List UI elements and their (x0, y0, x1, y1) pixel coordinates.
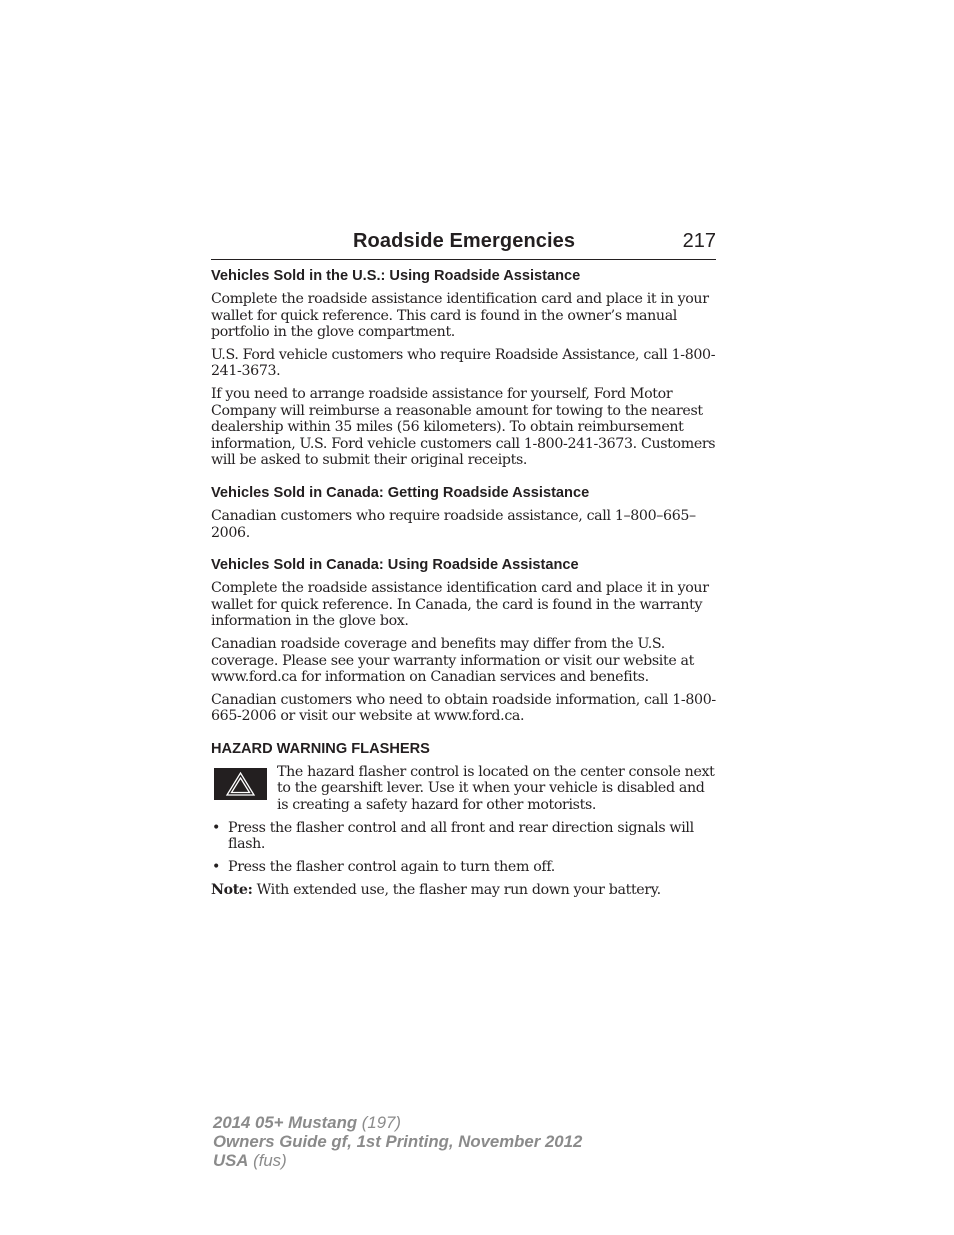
heading-canada-getting-roadside: Vehicles Sold in Canada: Getting Roadside Assistance (211, 484, 590, 501)
footer-model: 2014 05+ Mustang (213, 1113, 358, 1132)
footer-market-code: (fus) (248, 1151, 287, 1170)
paragraph: Canadian customers who require roadside assistance, call 1–800–665–2006. (211, 507, 696, 541)
paragraph: Complete the roadside assistance identification card and place it in your wallet for quick reference. In Canada, the card is found in the warranty information in the glove box. (211, 580, 709, 630)
footer-line-market (213, 1151, 582, 1170)
paragraph: If you need to arrange roadside assistance for yourself, Ford Motor Company will reimburse a reasonable amount for towing to the nearest dealership within 35 miles (56 kilometers). To obtain reimbursement information, U.S. Ford vehicle customers call 1-800-241-3673. Customers will be asked to submit their original receipts. (211, 385, 716, 469)
footer-line-guide (213, 1132, 582, 1151)
page-header (211, 228, 716, 260)
footer-market: USA (213, 1151, 249, 1170)
paragraph: Canadian customers who need to obtain roadside information, call 1-800-665-2006 or visit our website at www.ford.ca. (211, 691, 716, 725)
heading-canada-using-roadside: Vehicles Sold in Canada: Using Roadside Assistance (211, 557, 579, 574)
note-paragraph (211, 882, 716, 899)
paragraph: U.S. Ford vehicle customers who require Roadside Assistance, call 1-800-241-3673. (211, 346, 716, 380)
footer-guide: Owners Guide gf, 1st Printing, November 2012 (213, 1132, 583, 1151)
list-item (211, 859, 716, 876)
list-item (211, 820, 716, 853)
list-item-text: Press the flasher control and all front and rear direction signals will flash. (228, 819, 694, 853)
footer-line-model (213, 1113, 582, 1132)
heading-us-using-roadside: Vehicles Sold in the U.S.: Using Roadside Assistance (211, 268, 581, 284)
paragraph: Complete the roadside assistance identification card and place it in your wallet for quick reference. This card is found in the owner’s manual portfolio in the glove compartment. (211, 291, 709, 341)
heading-hazard-warning-flashers: HAZARD WARNING FLASHERS (211, 740, 430, 757)
bullet-symbol: • (212, 819, 221, 836)
hazard-intro-text: The hazard flasher control is located on the center console next to the gearshift lever. Use it when your vehicle is disabled and is creating a safety hazard for other motorists. (277, 763, 715, 814)
hazard-intro-block (211, 764, 716, 814)
hazard-bullet-list (211, 820, 716, 876)
page-footer (213, 1113, 582, 1170)
paragraph: Canadian roadside coverage and benefits may differ from the U.S. coverage. Please see your warranty information or visit our website at www.ford.ca for information on Canadian services and benefits. (211, 635, 695, 686)
note-text: With extended use, the flasher may run down your battery. (252, 881, 661, 898)
page-content (211, 266, 716, 904)
list-item-text: Press the flasher control again to turn them off. (228, 859, 555, 876)
footer-model-code: (197) (357, 1113, 401, 1132)
bullet-symbol: • (212, 859, 221, 876)
hazard-triangle-icon (214, 768, 267, 800)
note-label: Note: (211, 881, 253, 898)
page-number: 217 (682, 230, 716, 252)
section-title: Roadside Emergencies (353, 230, 576, 252)
